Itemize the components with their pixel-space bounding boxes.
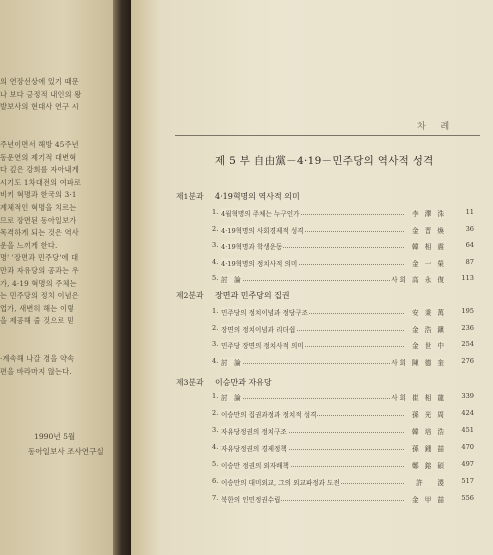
entry-page: 424 xyxy=(461,409,474,417)
entry-number: 4. xyxy=(212,443,219,451)
entry-author: 사회 陳 德 奎 xyxy=(391,359,446,367)
entry-number: 3. xyxy=(212,426,219,434)
toc-entry xyxy=(212,426,474,436)
toc-entry xyxy=(212,392,474,402)
entry-title: 자유당정권의 정치구조 xyxy=(221,428,287,436)
entry-page: 451 xyxy=(461,426,474,434)
dot-leader xyxy=(221,363,404,364)
entry-title: 4월혁명의 주체는 누구인가 xyxy=(221,210,300,218)
entry-title: 討 論 xyxy=(221,394,241,402)
entry-page: 11 xyxy=(465,208,474,216)
entry-author: 孫 光 周 xyxy=(412,411,446,419)
entry-page: 64 xyxy=(465,241,474,249)
entry-number: 6. xyxy=(212,477,219,485)
entry-page: 497 xyxy=(461,460,474,468)
entry-number: 2. xyxy=(212,225,219,233)
left-page-line: ·계속해 나갈 경을 약속 xyxy=(0,354,75,364)
entry-author: 鄭 鎔 碩 xyxy=(412,462,446,470)
left-page-line: 나 보다 긍정적 내인의 왕 xyxy=(0,89,82,99)
left-page-line: 명' '장면과 민주당'에 대 xyxy=(0,253,79,263)
signature-org: 동아일보사 조사연구실 xyxy=(28,447,104,456)
entry-author: 金 甲 喆 xyxy=(412,496,446,504)
entry-page: 195 xyxy=(461,307,474,315)
toc-entry xyxy=(212,225,474,235)
entry-author: 韓 培 浩 xyxy=(412,428,446,436)
entry-title: 북한의 인민정권수립 xyxy=(221,496,281,504)
entry-author: 李 澤 洙 xyxy=(412,210,446,218)
header-rule xyxy=(175,135,480,136)
entry-author: 사회 崔 相 龍 xyxy=(391,394,446,402)
book-gutter xyxy=(113,0,131,555)
toc-entry xyxy=(212,477,474,487)
toc-entry xyxy=(212,357,474,367)
section-3-title: 이승만과 자유당 xyxy=(215,378,272,387)
entry-number: 1. xyxy=(212,208,219,216)
left-page-line: 므로 장면된 동아일보가 xyxy=(0,215,77,225)
entry-title: 4·19혁명의 사회경제적 성격 xyxy=(221,227,304,235)
entry-title: 민주당 장면의 정치사적 의미 xyxy=(221,342,304,350)
left-page-line: 동운연의 제기적 대변혁 xyxy=(0,152,77,162)
entry-number: 3. xyxy=(212,340,219,348)
toc-entry xyxy=(212,494,474,504)
entry-page: 254 xyxy=(461,340,474,348)
toc-entry xyxy=(212,409,474,419)
entry-page: 236 xyxy=(461,324,474,332)
section-2-title: 장면과 민주당의 집권 xyxy=(215,291,290,300)
entry-author: 金 世 中 xyxy=(412,342,446,350)
left-page-line: 시기도 1차대전의 여파로 xyxy=(0,177,82,187)
left-page-line: 운을 느끼게 한다. xyxy=(0,240,58,250)
entry-page: 470 xyxy=(461,443,474,451)
left-page-line: 의 연장선상에 있기 때문 xyxy=(0,77,79,86)
signature-date: 1990년 5월 xyxy=(34,432,76,441)
left-page-line: 만과 자유당의 공과는 우 xyxy=(0,266,79,275)
left-page-line: 가, 4·19 혁명의 주체는 xyxy=(0,278,77,288)
toc-entry xyxy=(212,307,474,317)
entry-number: 2. xyxy=(212,324,219,332)
entry-title: 4·19혁명과 학생운동 xyxy=(221,243,283,251)
entry-number: 1. xyxy=(212,392,219,400)
entry-number: 4. xyxy=(212,357,219,365)
entry-number: 2. xyxy=(212,409,219,417)
entry-title: 민주당의 정치이념과 정당구조 xyxy=(221,309,308,317)
dot-leader xyxy=(221,280,404,281)
entry-author: 安 秉 萬 xyxy=(412,309,446,317)
left-page-line: 목격하게 되는 것은 역사 xyxy=(0,228,79,238)
left-page-line: 는 민주당의 정치 이념은 xyxy=(0,291,79,301)
section-1-label: 제1분과 xyxy=(176,192,204,201)
left-page xyxy=(0,0,113,555)
left-page-line: 업가, 새변히 해는 이렇 xyxy=(0,303,75,313)
entry-number: 5. xyxy=(212,274,219,282)
entry-author: 金 浩 鎭 xyxy=(412,326,446,334)
entry-title: 장면의 정치이념과 리더쉽 xyxy=(221,326,296,334)
left-page-line: 계체적인 혁명을 치르는 xyxy=(0,203,77,212)
toc-entry xyxy=(212,208,474,218)
entry-title: 이승만 정권의 외자배책 xyxy=(221,462,289,470)
entry-title: 討 論 xyxy=(221,359,241,367)
left-page-line: 주년이면서 해방 45주년 xyxy=(0,140,79,149)
entry-title: 이승만의 대미외교, 그의 외교파정과 도전 xyxy=(221,479,340,487)
entry-author: 사회 高 永 復 xyxy=(391,276,446,284)
left-page-line: 을 제공해 줄 것으로 믿 xyxy=(0,316,75,326)
entry-number: 7. xyxy=(212,494,219,502)
entry-author: 韓 相 震 xyxy=(412,243,446,251)
entry-title: 자유당정권의 경제정책 xyxy=(221,445,287,453)
entry-page: 276 xyxy=(461,357,474,365)
entry-title: 4·19혁명의 정치사적 의미 xyxy=(221,260,298,268)
entry-page: 113 xyxy=(461,274,474,282)
section-1-title: 4·19혁명의 역사적 의미 xyxy=(215,192,300,201)
entry-title: 이승만의 집권과정과 정치적 성격 xyxy=(221,411,317,419)
toc-entry xyxy=(212,460,474,470)
entry-page: 517 xyxy=(461,477,474,485)
toc-entry xyxy=(212,274,474,284)
entry-title: 討 論 xyxy=(221,276,241,284)
toc-entry xyxy=(212,340,474,350)
left-page-line: 편을 바라마지 않는다. xyxy=(0,366,72,376)
left-page-line: 발보사의 현대사 연구 시 xyxy=(0,102,79,112)
toc-entry xyxy=(212,258,474,268)
entry-author: 金 晋 煥 xyxy=(412,227,446,235)
entry-page: 556 xyxy=(461,494,474,502)
entry-author: 孫 鍾 喆 xyxy=(412,445,446,453)
toc-entry xyxy=(212,241,474,251)
entry-number: 5. xyxy=(212,460,219,468)
entry-author: 金 一 榮 xyxy=(412,260,446,268)
section-3-label: 제3분과 xyxy=(176,378,204,387)
entry-author: 許 溭 xyxy=(416,479,446,487)
toc-header: 차 례 xyxy=(417,122,456,132)
left-page-line: 다 깊은 강희를 자아내게 xyxy=(0,165,79,175)
entry-page: 339 xyxy=(461,392,474,400)
dot-leader xyxy=(221,398,404,399)
entry-number: 4. xyxy=(212,258,219,266)
entry-number: 3. xyxy=(212,241,219,249)
entry-page: 36 xyxy=(465,225,474,233)
left-page-line: 비키 혁명과 한국의 3·1 xyxy=(0,190,77,200)
entry-page: 87 xyxy=(465,258,474,266)
entry-number: 1. xyxy=(212,307,219,315)
part-title: 제 5 부 自由黨－4·19－민주당의 역사적 성격 xyxy=(215,155,434,167)
section-2-label: 제2분과 xyxy=(176,291,204,300)
toc-entry xyxy=(212,324,474,334)
toc-entry xyxy=(212,443,474,453)
